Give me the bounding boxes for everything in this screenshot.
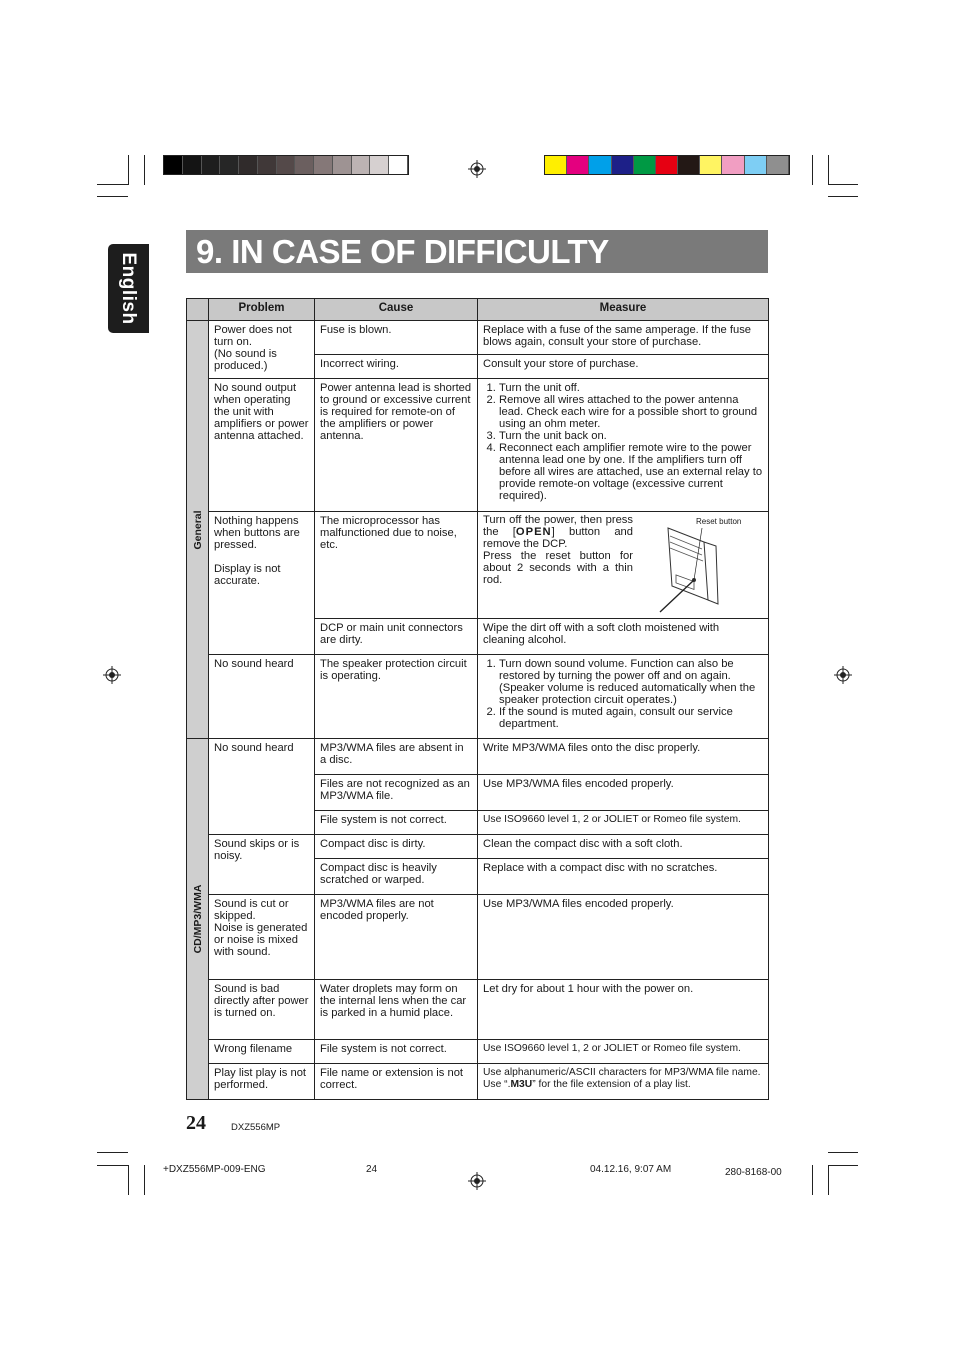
color-swatch (656, 156, 678, 174)
measure-cell (478, 379, 769, 512)
cause-cell: The microprocessor has malfunctioned due to noise, etc. (315, 512, 478, 619)
measure-cell: Use MP3/WMA files encoded properly. (478, 775, 769, 811)
grayscale-calibration-bar (163, 155, 409, 175)
problem-text: Sound is cut or skipped. Noise is generated or noise is mixed with sound. (214, 898, 308, 958)
measure-cell: Use MP3/WMA files encoded properly. (478, 895, 769, 980)
measure-text: ” for the file extension of a play list. (532, 1079, 691, 1090)
color-swatch (678, 156, 700, 174)
cause-cell: Power antenna lead is shorted to ground or excessive current is required for remote-on of the amplifiers or power antenna. (315, 379, 478, 512)
cause-cell: File name or extension is not correct. (315, 1064, 478, 1100)
language-tab-label: English (118, 252, 139, 325)
extension-label: M3U (510, 1079, 533, 1090)
category-cd (187, 739, 209, 1100)
crop-mark (828, 155, 829, 185)
table-row (187, 379, 769, 512)
color-swatch (202, 156, 221, 174)
crop-mark (828, 1152, 858, 1153)
table-row (187, 321, 769, 355)
color-swatch (220, 156, 239, 174)
measure-cell: Replace with a fuse of the same amperage. If the fuse blows again, consult your store of purchase. (478, 321, 769, 355)
measure-cell: Replace with a compact disc with no scratches. (478, 859, 769, 895)
measure-text: Turn off the power, then press the [ (483, 514, 633, 538)
list-item: 3. Turn the unit back on. (499, 430, 763, 442)
problem-cell: Sound skips or is noisy. (209, 835, 315, 895)
crop-mark (97, 1165, 128, 1166)
crop-mark (97, 184, 128, 185)
cause-cell: MP3/WMA files are not encoded properly. (315, 895, 478, 980)
crop-mark (828, 1165, 858, 1166)
category-general (187, 321, 209, 739)
measure-cell (478, 512, 769, 619)
crop-mark (97, 196, 128, 197)
open-button-label: OPEN (515, 526, 552, 538)
footer-code: 280-8168-00 (725, 1167, 782, 1178)
crop-mark (812, 1165, 813, 1195)
list-item: 2. Remove all wires attached to the power antenna lead. Check each wire for a possible short to ground using an ohm meter. (499, 394, 763, 430)
crop-mark (97, 1152, 128, 1153)
troubleshooting-table (186, 298, 769, 1100)
measure-cell: Use ISO9660 level 1, 2 or JOLIET or Romeo file system. (478, 1040, 769, 1064)
model-number: DXZ556MP (231, 1122, 281, 1133)
table-row (187, 1040, 769, 1064)
color-swatch (389, 156, 408, 174)
table-row (187, 739, 769, 775)
measure-cell: Consult your store of purchase. (478, 355, 769, 379)
color-swatch (295, 156, 314, 174)
registration-mark-icon (103, 666, 121, 684)
registration-mark-icon (468, 1172, 486, 1190)
reset-button-caption: Reset button (696, 517, 742, 526)
cause-cell: Incorrect wiring. (315, 355, 478, 379)
table-row (187, 655, 769, 739)
list-item: 1. Turn the unit off. (499, 382, 763, 394)
problem-cell: No sound output when operating the unit with amplifiers or power antenna attached. (209, 379, 315, 512)
cause-cell: Compact disc is dirty. (315, 835, 478, 859)
color-swatch (612, 156, 634, 174)
footer-page: 24 (366, 1164, 378, 1175)
table-row (187, 980, 769, 1040)
problem-cell: Sound is bad directly after power is turned on. (209, 980, 315, 1040)
cause-cell: Compact disc is heavily scratched or warped. (315, 859, 478, 895)
color-swatch (370, 156, 389, 174)
problem-cell: Play list play is not performed. (209, 1064, 315, 1100)
cause-cell: DCP or main unit connectors are dirty. (315, 619, 478, 655)
color-swatch (700, 156, 722, 174)
color-swatch (767, 156, 789, 174)
section-title-bar (186, 230, 768, 273)
crop-mark (828, 196, 858, 197)
measure-cell: Write MP3/WMA files onto the disc properly. (478, 739, 769, 775)
color-swatch (164, 156, 183, 174)
cause-cell: The speaker protection circuit is operating. (315, 655, 478, 739)
crop-mark (812, 155, 813, 185)
measure-cell: Let dry for about 1 hour with the power on. (478, 980, 769, 1040)
measure-cell: Clean the compact disc with a soft cloth. (478, 835, 769, 859)
problem-cell (209, 512, 315, 655)
color-swatch (183, 156, 202, 174)
table-header-row (187, 299, 769, 321)
measure-steps (483, 382, 763, 502)
color-swatch (589, 156, 611, 174)
problem-text: Power does not turn on. (No sound is produced.) (214, 324, 292, 372)
color-swatch (314, 156, 333, 174)
registration-mark-icon (468, 160, 486, 178)
reset-button-diagram-icon (646, 522, 758, 614)
footer-file: +DXZ556MP-009-ENG (163, 1164, 266, 1175)
color-swatch (258, 156, 277, 174)
cause-cell: File system is not correct. (315, 811, 478, 835)
problem-cell (209, 321, 315, 379)
registration-mark-icon (834, 666, 852, 684)
problem-cell: No sound heard (209, 739, 315, 835)
cause-cell: Water droplets may form on the internal lens when the car is parked in a humid place. (315, 980, 478, 1040)
measure-cell: Wipe the dirt off with a soft cloth moistened with cleaning alcohol. (478, 619, 769, 655)
cause-cell: MP3/WMA files are absent in a disc. (315, 739, 478, 775)
crop-mark (828, 1165, 829, 1195)
header-blank (187, 299, 209, 321)
problem-cell: Wrong filename (209, 1040, 315, 1064)
problem-cell: No sound heard (209, 655, 315, 739)
cause-cell: File system is not correct. (315, 1040, 478, 1064)
problem-text: Nothing happens when buttons are pressed. Display is not accurate. (214, 515, 300, 587)
page-title: 9. IN CASE OF DIFFICULTY (196, 233, 609, 270)
color-swatch (634, 156, 656, 174)
color-calibration-bar (544, 155, 790, 175)
color-swatch (352, 156, 371, 174)
page-number: 24 (186, 1112, 206, 1134)
table-row (187, 895, 769, 980)
measure-cell: Use ISO9660 level 1, 2 or JOLIET or Romeo file system. (478, 811, 769, 835)
crop-mark (828, 184, 858, 185)
color-swatch (545, 156, 567, 174)
cause-cell: Files are not recognized as an MP3/WMA file. (315, 775, 478, 811)
measure-cell (478, 655, 769, 739)
header-cause: Cause (315, 299, 478, 321)
category-general-label: General (191, 509, 204, 550)
measure-text: Use alphanumeric/ASCII characters for MP3/WMA file name. Use “. (483, 1067, 761, 1090)
list-item: 4. Reconnect each amplifier remote wire to the power antenna lead one by one. If the amplifiers turn off before all wires are attached, use an external relay to provide remote-on voltage (excessive current required). (499, 442, 763, 502)
problem-cell (209, 895, 315, 980)
list-item: 2. If the sound is muted again, consult our service department. (499, 706, 763, 730)
color-swatch (745, 156, 767, 174)
crop-mark (128, 1165, 129, 1195)
measure-text: ] button and remove the DCP. Press the reset button for about 2 seconds with a thin rod. (483, 526, 633, 586)
color-swatch (277, 156, 296, 174)
color-swatch (722, 156, 744, 174)
header-measure: Measure (478, 299, 769, 321)
measure-steps (483, 658, 763, 730)
table-row (187, 1064, 769, 1100)
header-problem: Problem (209, 299, 315, 321)
color-swatch (567, 156, 589, 174)
footer-date: 04.12.16, 9:07 AM (590, 1164, 672, 1175)
cause-cell: Fuse is blown. (315, 321, 478, 355)
crop-mark (144, 1165, 145, 1195)
reset-instructions (483, 514, 633, 586)
list-item: 1. Turn down sound volume. Function can also be restored by turning the power off and on again. (Speaker volume is reduced automatically when the speaker protection circuit operates.) (499, 658, 763, 706)
crop-mark (144, 155, 145, 185)
crop-mark (128, 155, 129, 185)
color-swatch (333, 156, 352, 174)
category-cd-label: CD/MP3/WMA (191, 884, 204, 954)
table-row (187, 512, 769, 619)
language-tab (108, 244, 149, 333)
measure-cell (478, 1064, 769, 1100)
table-row (187, 835, 769, 859)
color-swatch (239, 156, 258, 174)
